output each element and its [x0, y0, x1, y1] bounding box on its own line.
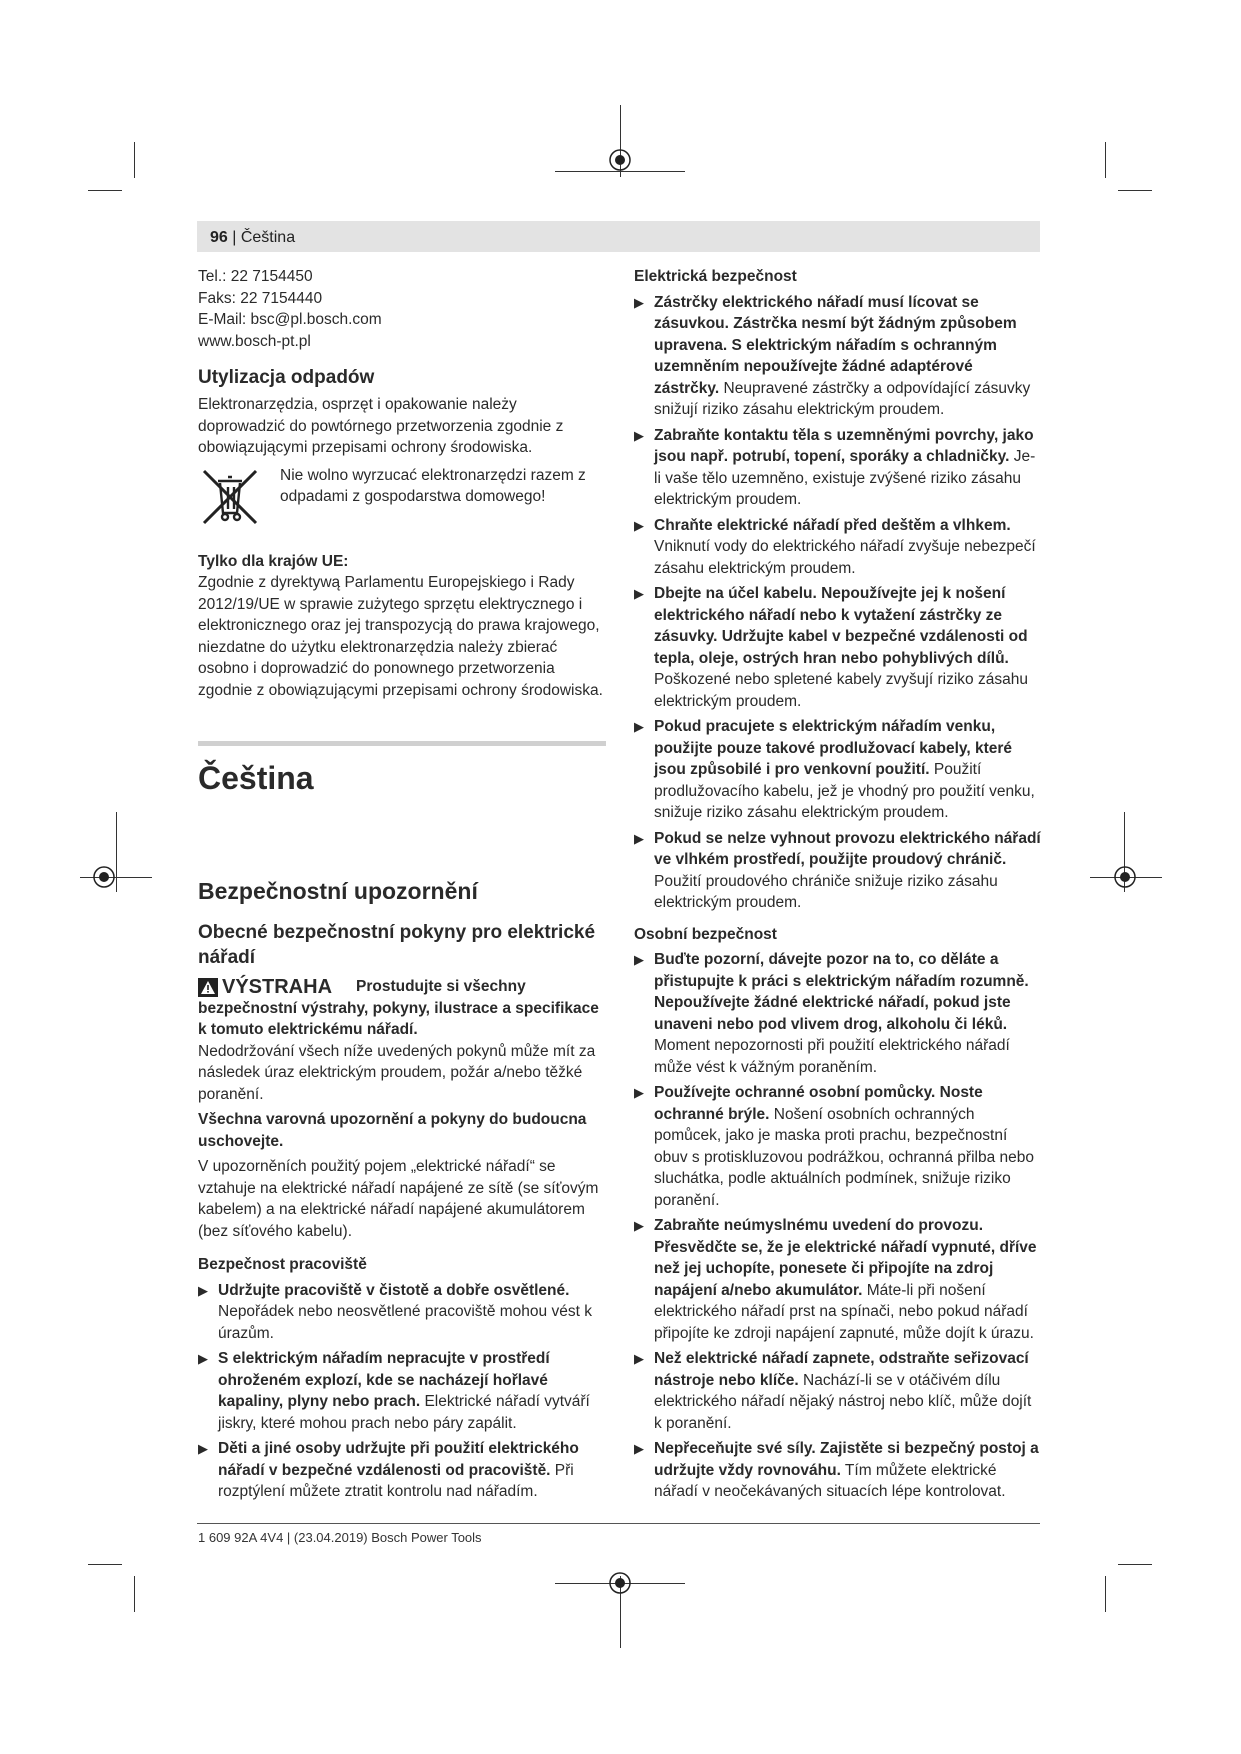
bullet-arrow-icon: ▶ — [634, 719, 644, 734]
list-item: ▶ Zabraňte neúmyslnému uvedení do provozu. Přesvědčte se, že je elektrické nářadí vypnuté, dříve než jej uchopíte, ponesete či připojíte na zdroj napájení a/nebo akumulátor. Máte-li při nošení elektrického nářadí prst na spínači, nebo pokud nářadí připojíte ke zdroji napájení zapnuté, může dojít k úrazu. — [634, 1217, 1037, 1342]
bullet-arrow-icon: ▶ — [198, 1282, 208, 1298]
crop-mark — [1118, 1564, 1152, 1565]
crossed-bin-icon — [198, 465, 262, 529]
registration-target-icon — [1112, 864, 1138, 890]
workplace-title: Bezpečnost pracoviště — [198, 1256, 367, 1273]
warning-block — [198, 976, 606, 1105]
crop-mark — [88, 1564, 122, 1565]
weee-text: Nie wolno wyrzucać elektronarzędzi razem z odpadami z gospodarstwa domowego! — [280, 466, 586, 505]
bullet-arrow-icon: ▶ — [634, 1218, 644, 1233]
contact-phone: Tel.: 22 7154450 — [198, 268, 313, 285]
list-item: ▶ Pokud se nelze vyhnout provozu elektrického nářadí ve vlhkém prostředí, použijte proudový chránič. Použití proudového chrániče snižuje riziko zásahu elektrickým proudem. — [634, 829, 1041, 911]
crop-mark — [88, 190, 122, 191]
list-item: ▶ Udržujte pracoviště v čistotě a dobře osvětlené. Nepořádek nebo neosvětlené pracoviště mohou vést k úrazům. — [198, 1281, 592, 1342]
weee-block — [198, 465, 606, 529]
footer-rule — [197, 1523, 1040, 1524]
list-item: ▶ Pokud pracujete s elektrickým nářadím venku, použijte pouze takové prodlužovací kabely, které jsou způsobilé i pro venkovní použití. Použití prodlužovacího kabelu, jež je vhodný pro použití venku, snižuje riziko zásahu elektrickým proudem. — [634, 718, 1035, 821]
warning-label — [198, 976, 356, 998]
page-number: 96 — [210, 229, 228, 246]
contact-website: www.bosch-pt.pl — [198, 332, 311, 350]
list-item: ▶ Nepřeceňujte své síly. Zajistěte si bezpečný postoj a udržujte vždy rovnováhu. Tím můžete elektrické nářadí v neočekávaných situacích lépe kontrolovat. — [634, 1440, 1039, 1500]
list-item: ▶ Než elektrické nářadí zapnete, odstraňte seřizovací nástroje nebo klíče. Nachází-li se v otáčivém dílu elektrického nářadí nějaký nástroj nebo klíč, může dojít k poranění. — [634, 1350, 1032, 1432]
page-header-bar — [197, 221, 1040, 252]
bullet-arrow-icon: ▶ — [198, 1351, 208, 1366]
bullet-arrow-icon: ▶ — [634, 294, 644, 310]
warning-label-text: VÝSTRAHA — [222, 976, 333, 998]
registration-target-icon — [607, 147, 633, 173]
chapter-title: Čeština — [198, 760, 314, 796]
right-column — [634, 266, 1042, 1503]
crop-mark — [1118, 190, 1152, 191]
bullet-arrow-icon: ▶ — [634, 1441, 644, 1456]
header-section: Čeština — [240, 229, 296, 246]
list-item: ▶ Zástrčky elektrického nářadí musí lícovat se zásuvkou. Zástrčka nesmí být žádným způsobem upravena. S elektrickým nářadím s ochranným uzemněním nepoužívejte žádné adaptérové zástrčky. Neupravené zástrčky a odpovídající zásuvky snižují riziko zásahu elektrickým proudem. — [634, 293, 1031, 418]
personal-title: Osobní bezpečnost — [634, 925, 777, 943]
crop-mark — [134, 142, 135, 178]
contact-fax: Faks: 22 7154440 — [198, 289, 323, 307]
warning-triangle-icon — [198, 978, 218, 997]
list-item: ▶ Děti a jiné osoby udržujte při použití elektrického nářadí v bezpečné vzdálenosti od pracoviště. Při rozptýlení můžete ztratit kontrolu nad nářadím. — [198, 1440, 579, 1500]
warning-bold-text: Prostudujte si všechny bezpečnostní výstrahy, pokyny, ilustrace a specifikace k tomuto elektrickému nářadí. — [198, 978, 599, 1038]
bullet-arrow-icon: ▶ — [634, 830, 644, 846]
crop-mark — [134, 1576, 135, 1612]
bullet-arrow-icon: ▶ — [198, 1441, 208, 1456]
bullet-arrow-icon: ▶ — [634, 952, 644, 967]
page-header: 96 | Čeština — [210, 229, 296, 246]
warning-text: Nedodržování všech níže uvedených pokynů může mít za následek úraz elektrickým proudem, požár a/nebo těžké poranění. — [198, 1042, 596, 1103]
registration-target-icon — [607, 1570, 633, 1596]
bullet-arrow-icon: ▶ — [634, 1085, 644, 1100]
eu-title: Tylko dla krajów UE: — [198, 552, 349, 570]
bullet-arrow-icon: ▶ — [634, 427, 644, 443]
chapter-rule — [198, 741, 606, 746]
contact-email: E-Mail: bsc@pl.bosch.com — [198, 311, 382, 328]
disposal-text: Elektronarzędzia, osprzęt i opakowanie należy doprowadzić do powtórnego przetworzenia zgodnie z obowiązującymi przepisami ochrony środowiska. — [198, 396, 564, 456]
registration-target-icon — [91, 864, 117, 890]
keep-instructions: Všechna varovná upozornění a pokyny do budoucna uschovejte. — [198, 1111, 587, 1150]
eu-text: Zgodnie z dyrektywą Parlamentu Europejskiego i Rady 2012/19/UE w sprawie zużytego sprzętu elektrycznego i elektronicznego oraz jej transpozycją do prawa krajowego, niezdatne do użytku elektronarzędzia należy zbierać osobno i doprowadzić do ponownego przetworzenia zgodnie z obowiązującymi przepisami ochrony środowiska. — [198, 574, 603, 699]
list-item: ▶ Buďte pozorní, dávejte pozor na to, co děláte a přistupujte k práci s elektrickým nářadím rozumně. Nepoužívejte žádné elektrické nářadí, pokud jste unaveni nebo pod vlivem drog, alkoholu či léků. Moment nepozornosti při použití elektrického nářadí může vést k vážným poraněním. — [634, 951, 1029, 1076]
list-item: ▶ Používejte ochranné osobní pomůcky. Noste ochranné brýle. Nošení osobních ochranných pomůcek, jako je maska proti prachu, bezpečnostní obuv s protiskluzovou podrážkou, ochranná přilba nebo sluchátka, podle aktuálních podmínek, snižuje riziko poranění. — [634, 1084, 1034, 1209]
crop-mark — [1105, 1576, 1106, 1612]
list-item: ▶ Dbejte na účel kabelu. Nepoužívejte jej k nošení elektrického nářadí nebo k vytažení zástrčky ze zásuvky. Udržujte kabel v bezpečné vzdálenosti od tepla, oleje, ostrých hran nebo pohyblivých dílů. Poškozené nebo spletené kabely zvyšují riziko zásahu elektrickým proudem. — [634, 585, 1028, 710]
bullet-arrow-icon: ▶ — [634, 1351, 644, 1366]
list-item: ▶ Zabraňte kontaktu těla s uzemněnými povrchy, jako jsou např. potrubí, topení, sporáky a chladničky. Je-li vaše tělo uzemněno, existuje zvýšené riziko zásahu elektrickým proudem. — [634, 426, 1036, 508]
electrical-title: Elektrická bezpečnost — [634, 268, 797, 285]
list-item: ▶ S elektrickým nářadím nepracujte v prostředí ohroženém explozí, kde se nacházejí hořlavé kapaliny, plyny nebo prach. Elektrické nářadí vytváří jiskry, které mohou prach nebo páry zapálit. — [198, 1350, 590, 1432]
crop-mark — [1105, 142, 1106, 178]
term-text: V upozorněních použitý pojem „elektrické nářadí“ se vztahuje na elektrické nářadí napájené ze sítě (se síťovým kabelem) a na elektrické nářadí napájené akumulátorem (bez síťového kabelu). — [198, 1158, 599, 1240]
list-item: ▶ Chraňte elektrické nářadí před deštěm a vlhkem. Vniknutí vody do elektrického nářadí zvyšuje nebezpečí zásahu elektrickým proudem. — [634, 516, 1036, 577]
page-footer: 1 609 92A 4V4 | (23.04.2019) Bosch Power Tools — [198, 1530, 482, 1545]
disposal-title: Utylizacja odpadów — [198, 367, 375, 388]
bullet-arrow-icon: ▶ — [634, 586, 644, 601]
bullet-arrow-icon: ▶ — [634, 517, 644, 533]
left-column — [198, 266, 606, 1503]
general-safety-title: Obecné bezpečnostní pokyny pro elektrické nářadí — [198, 922, 596, 968]
safety-title: Bezpečnostní upozornění — [198, 878, 478, 904]
